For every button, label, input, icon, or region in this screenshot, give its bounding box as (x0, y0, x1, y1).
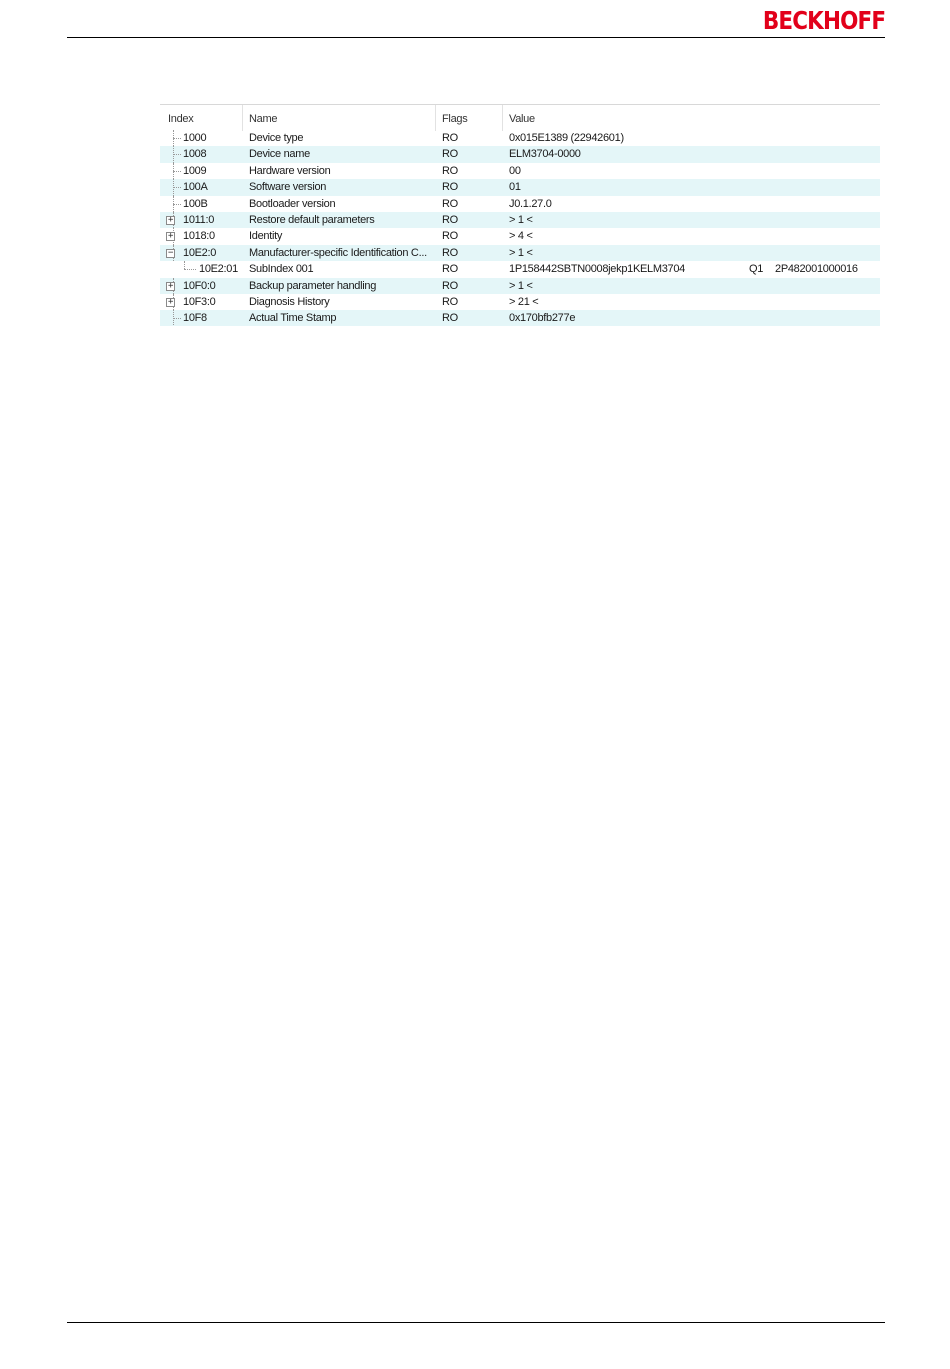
column-header-value[interactable]: Value (509, 113, 535, 125)
expand-icon[interactable]: + (167, 214, 174, 225)
table-header (160, 104, 880, 131)
footer-rule (67, 1322, 885, 1323)
cell-index: 10F0:0 (183, 279, 216, 292)
tree-line (173, 204, 181, 205)
tree-line (173, 154, 181, 155)
cell-flags: RO (442, 295, 458, 308)
cell-flags: RO (442, 213, 458, 226)
column-separator[interactable] (242, 105, 243, 131)
cell-name: Restore default parameters (249, 213, 375, 226)
beckhoff-logo: BECKHOFF (762, 6, 885, 35)
cell-index: 1009 (183, 164, 207, 177)
cell-name: Identity (249, 230, 283, 243)
table-body (160, 130, 880, 326)
table-row[interactable] (160, 245, 880, 261)
table-row[interactable] (160, 146, 880, 162)
table-row[interactable] (160, 228, 880, 244)
cell-name: Device type (249, 132, 304, 144)
cell-name: Diagnosis History (249, 295, 330, 308)
column-header-name[interactable]: Name (249, 113, 278, 125)
table-row[interactable] (160, 294, 880, 310)
cell-name: Device name (249, 148, 310, 161)
cell-name: SubIndex 001 (249, 263, 314, 276)
cell-index: 100A (183, 181, 208, 194)
cell-index: 1000 (183, 132, 207, 144)
cell-value: 01 (509, 181, 521, 194)
cell-value: > 21 < (509, 295, 539, 308)
cell-flags: RO (442, 263, 458, 276)
tree-line (173, 318, 181, 319)
expand-icon[interactable]: + (167, 231, 174, 242)
column-separator[interactable] (435, 105, 436, 131)
cell-name: Software version (249, 181, 327, 194)
cell-name: Backup parameter handling (249, 279, 377, 292)
cell-value-part: 2P482001000016 (775, 263, 858, 276)
cell-index: 100B (183, 197, 208, 210)
column-separator[interactable] (502, 105, 503, 131)
tree-line (173, 187, 181, 188)
table-row[interactable] (160, 212, 880, 228)
cell-value: 00 (509, 164, 521, 177)
cell-flags: RO (442, 279, 458, 292)
cell-name: Actual Time Stamp (249, 312, 337, 325)
cell-value-part: Q1 (749, 263, 764, 276)
expand-icon[interactable]: + (167, 280, 174, 291)
expand-icon[interactable]: + (167, 296, 174, 307)
column-header-flags[interactable]: Flags (442, 113, 468, 125)
cell-value: ELM3704-0000 (509, 148, 581, 161)
cell-flags: RO (442, 148, 458, 161)
table-row[interactable] (160, 179, 880, 195)
header-rule (67, 37, 885, 38)
cell-index: 10E2:0 (183, 246, 217, 259)
cell-flags: RO (442, 312, 458, 325)
cell-index: 1018:0 (183, 230, 215, 243)
table-row[interactable] (160, 196, 880, 212)
cell-value: 1P158442SBTN0008jekp1KELM3704 (509, 263, 685, 276)
cell-flags: RO (442, 246, 458, 259)
tree-line (184, 261, 185, 269)
table-row[interactable] (160, 278, 880, 294)
table-row[interactable] (160, 130, 880, 146)
table-row[interactable] (160, 261, 880, 277)
cell-flags: RO (442, 197, 458, 210)
cell-index: 10F8 (183, 312, 207, 325)
cell-value: > 4 < (509, 230, 533, 243)
cell-value: > 1 < (509, 213, 533, 226)
cell-value: 0x015E1389 (22942601) (509, 132, 624, 144)
collapse-icon[interactable]: − (167, 247, 174, 258)
cell-value: > 1 < (509, 279, 533, 292)
column-header-index[interactable]: Index (168, 113, 194, 125)
object-dictionary-table (160, 104, 880, 326)
cell-name: Hardware version (249, 164, 331, 177)
cell-index: 1011:0 (183, 213, 215, 226)
cell-index: 10F3:0 (183, 295, 216, 308)
cell-value: J0.1.27.0 (509, 197, 552, 210)
tree-line (173, 138, 181, 139)
cell-index: 10E2:01 (199, 263, 238, 276)
cell-value: > 1 < (509, 246, 533, 259)
cell-flags: RO (442, 164, 458, 177)
cell-value: 0x170bfb277e (509, 312, 576, 325)
table-row[interactable] (160, 163, 880, 179)
table-row[interactable] (160, 310, 880, 326)
cell-flags: RO (442, 181, 458, 194)
cell-index: 1008 (183, 148, 207, 161)
cell-name: Bootloader version (249, 197, 336, 210)
tree-line (184, 269, 196, 270)
tree-line (173, 171, 181, 172)
cell-name: Manufacturer-specific Identification C... (249, 246, 427, 259)
cell-flags: RO (442, 230, 458, 243)
cell-flags: RO (442, 132, 458, 144)
